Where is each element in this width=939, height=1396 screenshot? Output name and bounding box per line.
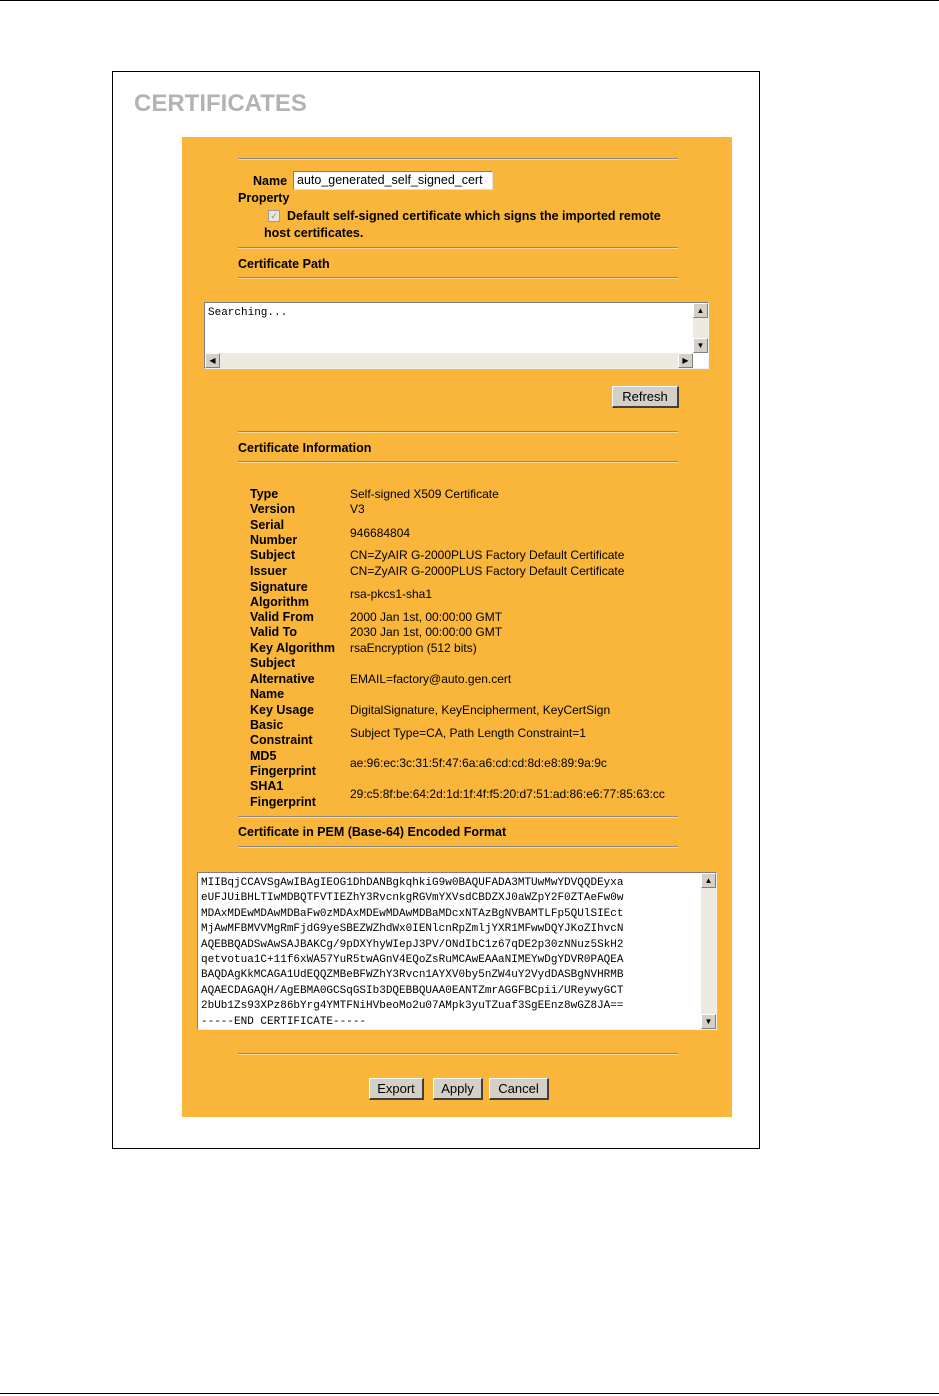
- pem-vertical-scrollbar[interactable]: [701, 873, 716, 1029]
- serial-label: Serial: [250, 518, 285, 532]
- basic-constraint-value: Subject Type=CA, Path Length Constraint=1: [350, 726, 586, 740]
- subject-alternative-name-label-end: Name: [250, 687, 285, 701]
- pem-line: MIIBqjCCAVSgAwIBAgIEOG1DhDANBgkqhkiG9w0BAQUFADA3MTUwMwYDVQQDEyxa: [201, 877, 624, 889]
- type-value: Self-signed X509 Certificate: [350, 487, 499, 501]
- subject-value: CN=ZyAIR G-2000PLUS Factory Default Certificate: [350, 548, 625, 562]
- divider: [238, 277, 678, 279]
- name-field[interactable]: auto_generated_self_signed_cert: [293, 171, 493, 190]
- signature-algorithm-value: rsa-pkcs1-sha1: [350, 587, 433, 601]
- scroll-down-icon[interactable]: ▼: [701, 1014, 716, 1029]
- basic-constraint-label: Basic: [250, 718, 284, 732]
- type-label: Type: [250, 487, 279, 501]
- property-label: Property: [238, 191, 290, 205]
- scroll-up-icon[interactable]: ▲: [693, 303, 708, 318]
- certificate-path-heading: Certificate Path: [238, 257, 330, 271]
- pem-line: qetvotua1C+11f6xWA57YuR5twAGnV4EQoZsRuMCAwEAAaNIMEYwDgYDVR0PAQEA: [201, 954, 624, 967]
- md5-fingerprint-label-cont: Fingerprint: [250, 764, 316, 778]
- sha1-fingerprint-value: 29:c5:8f:be:64:2d:1d:1f:4f:f5:20:d7:51:ad:86:e6:77:85:63:cc: [350, 787, 665, 801]
- pem-line: AQAECDAGAQH/AgEBMA0GCSqGSIb3DQEBBQUAA0EANTZmrAGGFBCpii/UReywyGCT: [201, 984, 624, 997]
- sha1-fingerprint-label: SHA1: [250, 779, 284, 793]
- subject-alternative-name-value: EMAIL=factory@auto.gen.cert: [350, 672, 512, 686]
- certificate-path-text: Searching...: [208, 307, 288, 319]
- subject-label: Subject: [250, 548, 296, 562]
- pem-line: MjAwMFBMVVMgRmFjdG9yeSBEZWZhdWx0IENlcnRpZmljYXR1MFwwDQYJKoZIhvcN: [201, 923, 624, 936]
- key-algorithm-label: Key Algorithm: [250, 641, 335, 655]
- refresh-button[interactable]: Refresh: [612, 386, 679, 408]
- md5-fingerprint-value: ae:96:ec:3c:31:5f:47:6a:a6:cd:cd:8d:e8:89:9a:9c: [350, 756, 607, 770]
- valid-to-label: Valid To: [250, 625, 297, 639]
- page-top-rule: [0, 0, 939, 1]
- md5-fingerprint-label: MD5: [250, 749, 277, 763]
- subject-alternative-name-label: Subject: [250, 656, 296, 670]
- divider: [238, 846, 678, 848]
- pem-line: -----END CERTIFICATE-----: [201, 1015, 367, 1028]
- version-value: V3: [350, 502, 365, 516]
- divider: [238, 816, 678, 818]
- sha1-fingerprint-label-cont: Fingerprint: [250, 795, 316, 809]
- valid-from-value: 2000 Jan 1st, 00:00:00 GMT: [350, 610, 503, 624]
- signature-algorithm-label: Signature: [250, 580, 308, 594]
- scroll-right-icon[interactable]: ▶: [678, 353, 693, 368]
- version-label: Version: [250, 502, 296, 516]
- default-certificate-label-cont: host certificates.: [264, 226, 364, 240]
- default-certificate-label: Default self-signed certificate which signs the imported remote: [287, 209, 661, 223]
- export-button[interactable]: Export: [369, 1078, 424, 1100]
- serial-label-cont: Number: [250, 533, 298, 547]
- key-usage-label: Key Usage: [250, 703, 314, 717]
- pem-line: MDAxMDEwMDAwMDBaFw0zMDAxMDEwMDAwMDBaMDcxNTAzBgNVBAMTLFp5QUlSIEct: [201, 907, 624, 920]
- divider: [238, 247, 678, 249]
- divider: [238, 1053, 678, 1055]
- basic-constraint-label-cont: Constraint: [250, 733, 313, 747]
- name-label: Name: [253, 174, 288, 188]
- valid-from-label: Valid From: [250, 610, 314, 624]
- key-usage-value: DigitalSignature, KeyEncipherment, KeyCertSign: [350, 703, 611, 717]
- default-certificate-checkbox[interactable]: ✓: [268, 210, 280, 222]
- certificate-panel: [182, 137, 732, 1117]
- page-title: CERTIFICATES: [134, 90, 307, 117]
- path-vertical-scrollbar[interactable]: [693, 303, 708, 353]
- pem-textarea[interactable]: [197, 872, 717, 1030]
- pem-line: AQEBBQADSwAwSAJBAKCg/9pDXYhyWIepJ3PV/ONdIbC1z67qDE2p30zNNuz5SkH2: [201, 938, 624, 951]
- scroll-down-icon[interactable]: ▼: [693, 338, 708, 353]
- apply-button[interactable]: Apply: [433, 1078, 483, 1100]
- divider: [238, 461, 678, 463]
- signature-algorithm-label-cont: Algorithm: [250, 595, 310, 609]
- key-algorithm-value: rsaEncryption (512 bits): [350, 641, 477, 655]
- divider: [238, 158, 678, 160]
- pem-line: BAQDAgKkMCAGA1UdEQQZMBeBFWZhY3Rvcn1AYXV0by5nZW4uY2VydDASBgNVHRMB: [201, 969, 624, 982]
- pem-text: [201, 876, 623, 1030]
- page-bottom-rule: [0, 1393, 939, 1394]
- issuer-value: CN=ZyAIR G-2000PLUS Factory Default Certificate: [350, 564, 625, 578]
- scroll-left-icon[interactable]: ◀: [205, 353, 220, 368]
- path-horizontal-scrollbar[interactable]: [205, 353, 693, 368]
- issuer-label: Issuer: [250, 564, 287, 578]
- valid-to-value: 2030 Jan 1st, 00:00:00 GMT: [350, 625, 503, 639]
- pem-line: 2bUb1Zs93XPz86bYrg4YMTFNiHVbeoMo2u07AMpk3yuTZuaf3SgEEnz8wGZ8JA==: [201, 1000, 624, 1013]
- pem-line: eUFJUiBHLTIwMDBQTFVTIEZhY3RvcnkgRGVmYXVsdCBDZXJ0aWZpY2F0ZTAeFw0w: [201, 892, 624, 905]
- subject-alternative-name-label-cont: Alternative: [250, 672, 315, 686]
- cancel-button[interactable]: Cancel: [489, 1078, 549, 1100]
- divider: [238, 431, 678, 433]
- certificate-information-heading: Certificate Information: [238, 441, 372, 455]
- scroll-up-icon[interactable]: ▲: [701, 873, 716, 888]
- serial-value: 946684804: [350, 526, 411, 540]
- pem-heading: Certificate in PEM (Base-64) Encoded Format: [238, 825, 507, 839]
- certificate-path-textarea[interactable]: [204, 302, 709, 369]
